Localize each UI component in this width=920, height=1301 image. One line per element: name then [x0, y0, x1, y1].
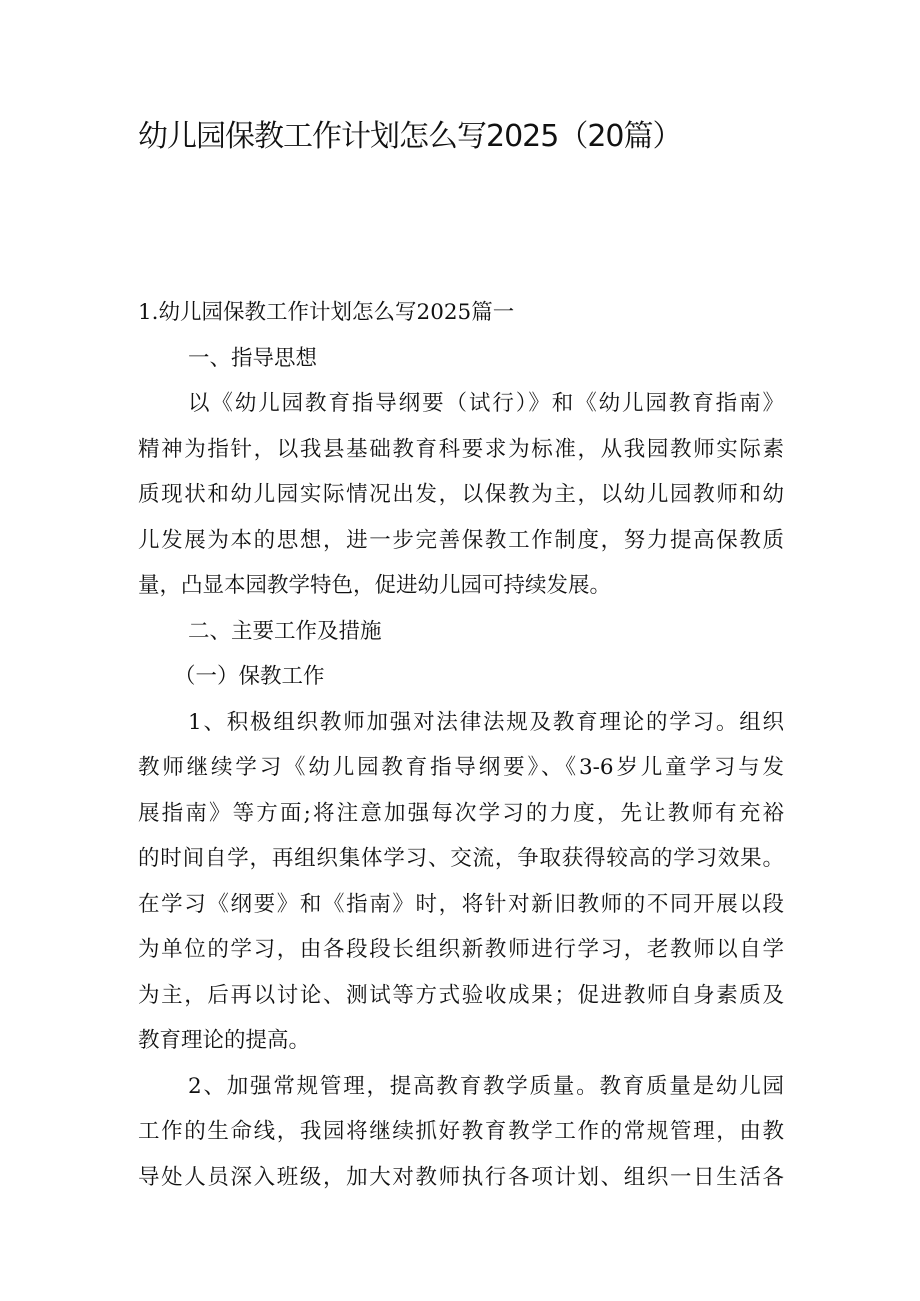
paragraph-line: 教育理论的提高。 [138, 1028, 311, 1053]
paragraph-line: 教师继续学习《幼儿园教育指导纲要》、《3-6岁儿童学习与发 [138, 755, 784, 780]
paragraph-line: 精神为指针，以我县基础教育科要求为标准，从我园教师实际素 [138, 436, 784, 462]
paragraph-line: 为主，后再以讨论、测试等方式验收成果；促进教师自身素质及 [138, 982, 784, 1008]
paragraph-item-2 [138, 1064, 784, 1201]
subsection-heading-care-education: （一）保教工作 [174, 664, 325, 689]
paragraph-line: 工作的生命线，我园将继续抓好教育教学工作的常规管理，由教 [138, 1119, 784, 1144]
paragraph-line: 在学习《纲要》和《指南》时，将针对新旧教师的不同开展以段 [138, 891, 784, 917]
paragraph-line: 导处人员深入班级，加大对教师执行各项计划、组织一日生活各 [138, 1164, 784, 1190]
paragraph-guiding-ideology [138, 381, 784, 609]
paragraph-item-1 [138, 700, 784, 1064]
paragraph-line: 2、加强常规管理，提高教育教学质量。教育质量是幼儿园 [188, 1073, 784, 1099]
paragraph-line: 为单位的学习，由各段段长组织新教师进行学习，老教师以自学 [138, 937, 784, 962]
paragraph-line: 量，凸显本园教学特色，促进幼儿园可持续发展。 [138, 573, 612, 598]
paragraph-line: 的时间自学，再组织集体学习、交流，争取获得较高的学习效果。 [138, 846, 784, 871]
document-title: 幼儿园保教工作计划怎么写2025（20篇） [138, 119, 682, 154]
section-heading-main-work: 二、主要工作及措施 [188, 618, 382, 644]
paragraph-line: 儿发展为本的思想，进一步完善保教工作制度，努力提高保教质 [138, 527, 784, 553]
document-body [138, 290, 784, 1200]
paragraph-line: 质现状和幼儿园实际情况出发，以保教为主，以幼儿园教师和幼 [138, 482, 784, 507]
paragraph-line: 展指南》等方面;将注意加强每次学习的力度，先让教师有充裕 [138, 800, 784, 826]
subheading: 1.幼儿园保教工作计划怎么写2025篇一 [138, 300, 515, 325]
paragraph-line: 1、积极组织教师加强对法律法规及教育理论的学习。组织 [188, 709, 784, 735]
paragraph-line: 以《幼儿园教育指导纲要（试行）》和《幼儿园教育指南》 [188, 391, 784, 416]
section-heading-guiding-ideology: 一、指导思想 [188, 345, 318, 371]
